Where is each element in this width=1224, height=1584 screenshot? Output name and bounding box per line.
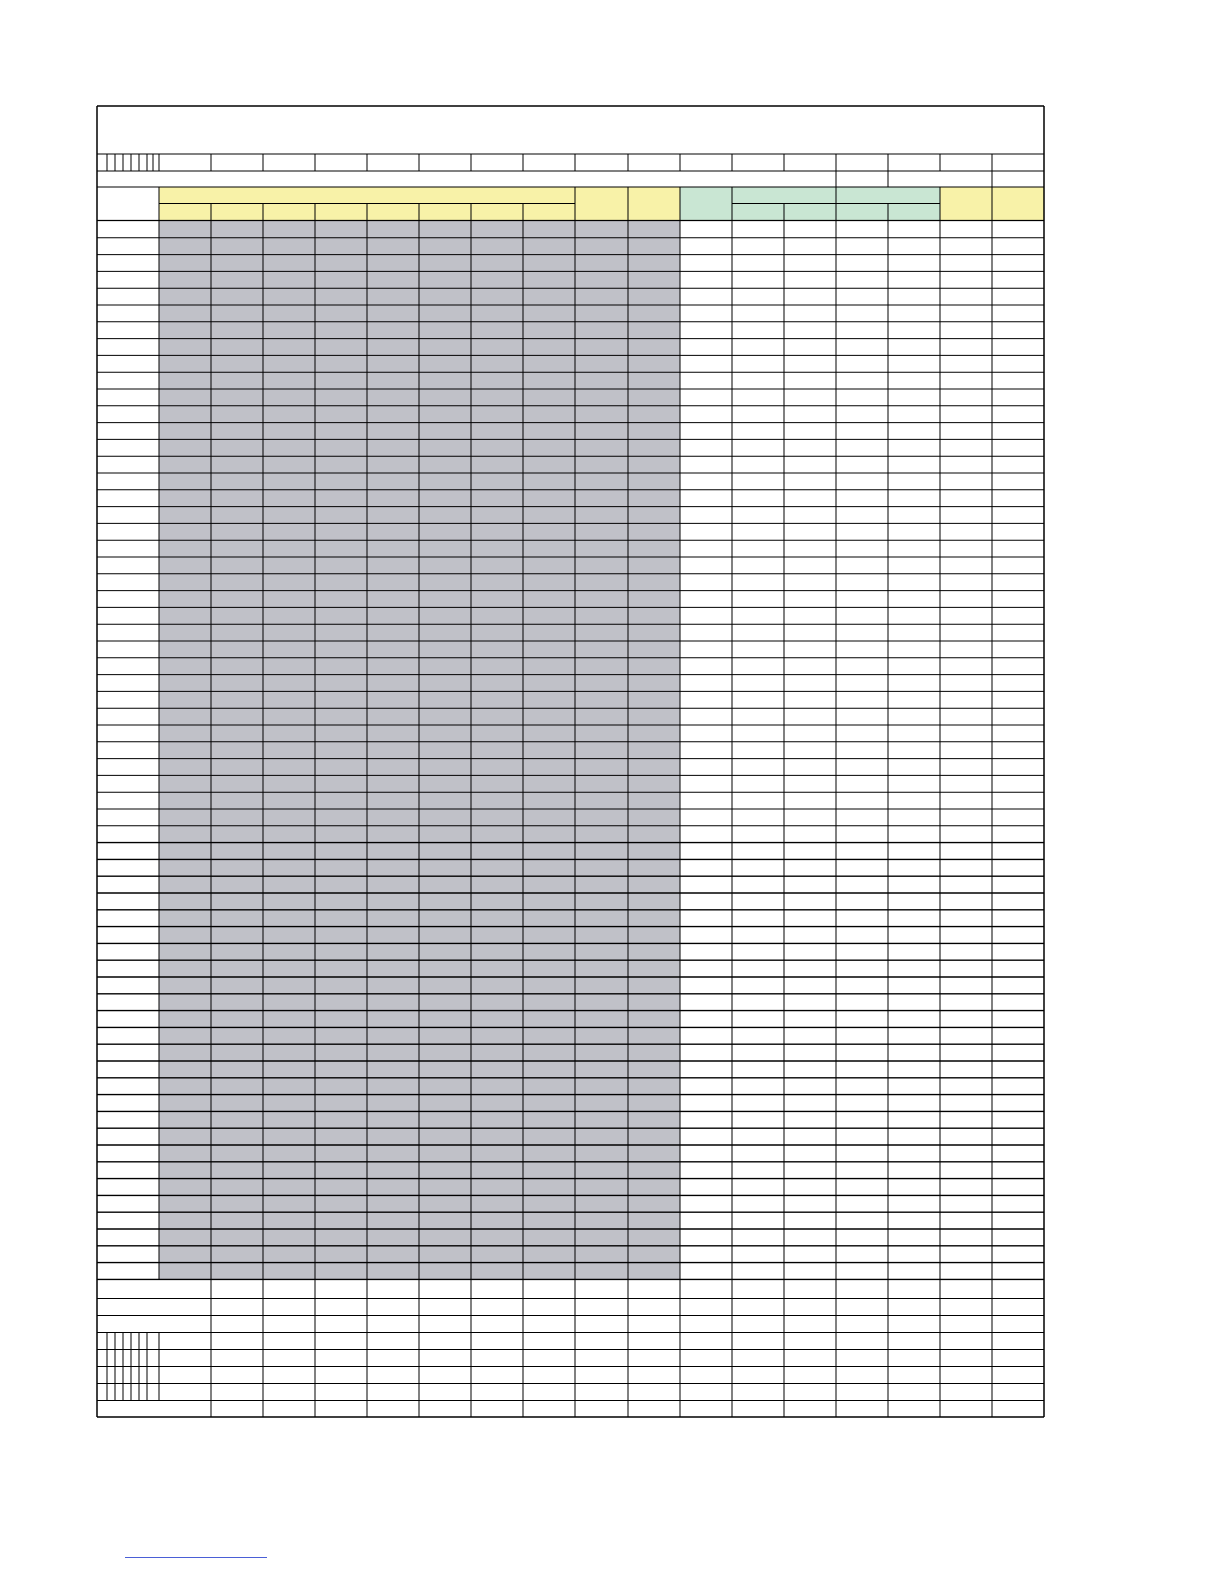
cell-fills: [159, 187, 1044, 1279]
footer-link[interactable]: [125, 1556, 267, 1558]
